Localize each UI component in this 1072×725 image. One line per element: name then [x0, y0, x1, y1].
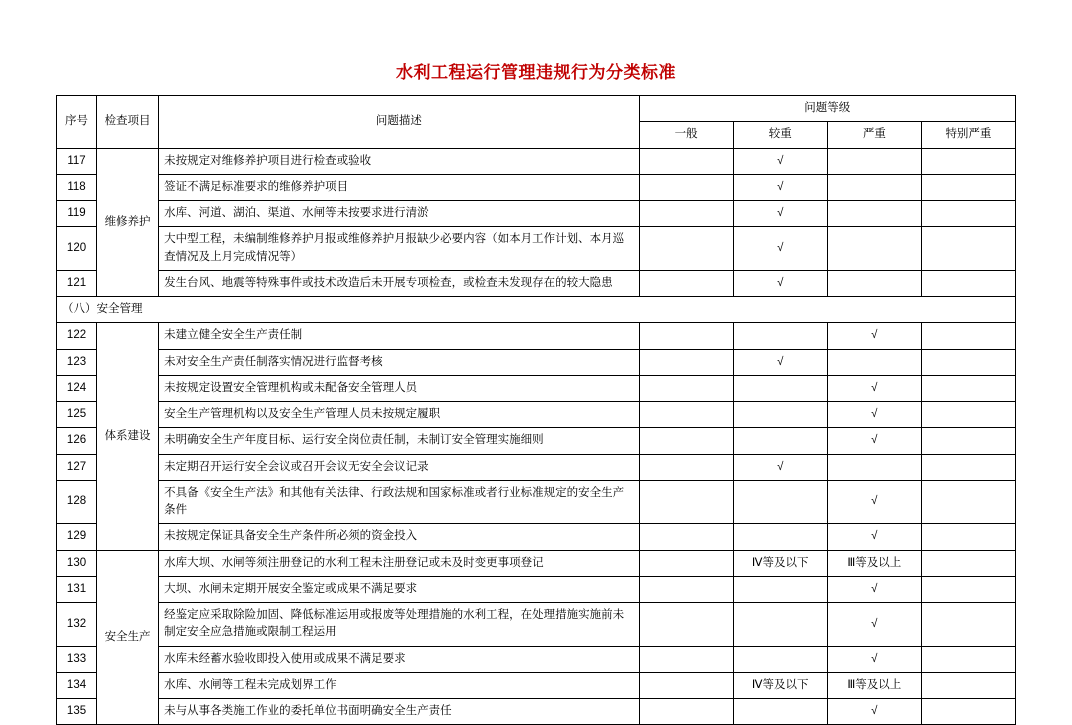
row-level-severe: √ — [827, 402, 921, 428]
row-level-moderate — [733, 480, 827, 524]
row-level-severe: Ⅲ等及以上 — [827, 672, 921, 698]
row-level-severe: √ — [827, 323, 921, 349]
table-row — [57, 402, 1016, 428]
row-level-severe: √ — [827, 699, 921, 725]
row-desc: 未按规定设置安全管理机构或未配备安全管理人员 — [159, 375, 640, 401]
row-level-moderate — [733, 323, 827, 349]
table-row — [57, 480, 1016, 524]
table-row — [57, 201, 1016, 227]
table-row — [57, 227, 1016, 271]
row-level-extreme — [921, 646, 1015, 672]
row-level-extreme — [921, 349, 1015, 375]
row-level-severe: √ — [827, 428, 921, 454]
row-desc: 水库、水闸等工程未完成划界工作 — [159, 672, 640, 698]
row-level-general — [639, 576, 733, 602]
row-level-severe: √ — [827, 576, 921, 602]
row-level-moderate — [733, 524, 827, 550]
row-level-general — [639, 603, 733, 647]
row-desc: 未按规定对维修养护项目进行检查或验收 — [159, 148, 640, 174]
row-level-moderate: Ⅳ等及以下 — [733, 550, 827, 576]
row-level-severe — [827, 270, 921, 296]
row-seq: 133 — [57, 646, 97, 672]
row-level-moderate — [733, 402, 827, 428]
row-level-general — [639, 148, 733, 174]
group-label: （八）安全管理 — [57, 297, 1016, 323]
header-level-extreme: 特别严重 — [921, 122, 1015, 148]
row-level-severe — [827, 227, 921, 271]
row-seq: 128 — [57, 480, 97, 524]
row-level-moderate — [733, 699, 827, 725]
row-desc: 未与从事各类施工作业的委托单位书面明确安全生产责任 — [159, 699, 640, 725]
row-level-severe — [827, 349, 921, 375]
row-level-severe — [827, 201, 921, 227]
row-seq: 126 — [57, 428, 97, 454]
row-level-moderate: √ — [733, 174, 827, 200]
row-level-moderate: √ — [733, 201, 827, 227]
row-level-extreme — [921, 428, 1015, 454]
table-row — [57, 699, 1016, 725]
row-level-general — [639, 375, 733, 401]
header-level-general: 一般 — [639, 122, 733, 148]
table-row — [57, 375, 1016, 401]
page-title: 水利工程运行管理违规行为分类标准 — [396, 63, 676, 82]
row-level-general — [639, 524, 733, 550]
row-level-severe — [827, 148, 921, 174]
row-seq: 134 — [57, 672, 97, 698]
row-desc: 大坝、水闸未定期开展安全鉴定或成果不满足要求 — [159, 576, 640, 602]
table-row — [57, 148, 1016, 174]
row-level-moderate: √ — [733, 148, 827, 174]
row-desc: 水库、河道、湖泊、渠道、水闸等未按要求进行清淤 — [159, 201, 640, 227]
row-level-extreme — [921, 201, 1015, 227]
row-level-extreme — [921, 375, 1015, 401]
row-level-moderate — [733, 646, 827, 672]
row-level-general — [639, 672, 733, 698]
header-desc: 问题描述 — [159, 96, 640, 149]
row-desc: 安全生产管理机构以及安全生产管理人员未按规定履职 — [159, 402, 640, 428]
violation-classification-table — [56, 95, 1016, 725]
row-level-extreme — [921, 576, 1015, 602]
table-row — [57, 646, 1016, 672]
row-level-extreme — [921, 227, 1015, 271]
row-level-moderate — [733, 576, 827, 602]
row-level-moderate: √ — [733, 270, 827, 296]
row-seq: 119 — [57, 201, 97, 227]
row-level-general — [639, 174, 733, 200]
row-seq: 123 — [57, 349, 97, 375]
row-level-moderate: √ — [733, 349, 827, 375]
row-seq: 127 — [57, 454, 97, 480]
row-desc: 未定期召开运行安全会议或召开会议无安全会议记录 — [159, 454, 640, 480]
table-group-row — [57, 297, 1016, 323]
row-level-moderate — [733, 603, 827, 647]
row-level-general — [639, 323, 733, 349]
header-seq: 序号 — [57, 96, 97, 149]
table-header-row-1 — [57, 96, 1016, 122]
row-seq: 122 — [57, 323, 97, 349]
row-seq: 118 — [57, 174, 97, 200]
row-seq: 130 — [57, 550, 97, 576]
row-level-severe: √ — [827, 480, 921, 524]
row-level-extreme — [921, 603, 1015, 647]
row-seq: 129 — [57, 524, 97, 550]
table-row — [57, 323, 1016, 349]
row-level-moderate — [733, 428, 827, 454]
row-level-severe: Ⅲ等及以上 — [827, 550, 921, 576]
row-desc: 水库未经蓄水验收即投入使用或成果不满足要求 — [159, 646, 640, 672]
table-row — [57, 174, 1016, 200]
table-row — [57, 349, 1016, 375]
table-row — [57, 428, 1016, 454]
row-desc: 大中型工程，未编制维修养护月报或维修养护月报缺少必要内容（如本月工作计划、本月巡查情况及上月完成情况等） — [159, 227, 640, 271]
row-seq: 117 — [57, 148, 97, 174]
row-desc: 未明确安全生产年度目标、运行安全岗位责任制，未制订安全管理实施细则 — [159, 428, 640, 454]
row-desc: 未建立健全安全生产责任制 — [159, 323, 640, 349]
row-desc: 发生台风、地震等特殊事件或技术改造后未开展专项检查，或检查未发现存在的较大隐患 — [159, 270, 640, 296]
table-row — [57, 270, 1016, 296]
row-desc: 水库大坝、水闸等须注册登记的水利工程未注册登记或未及时变更事项登记 — [159, 550, 640, 576]
row-level-severe: √ — [827, 603, 921, 647]
row-level-severe: √ — [827, 375, 921, 401]
row-level-general — [639, 349, 733, 375]
row-level-general — [639, 646, 733, 672]
header-level-group: 问题等级 — [639, 96, 1015, 122]
row-level-extreme — [921, 270, 1015, 296]
row-level-moderate: √ — [733, 227, 827, 271]
row-level-moderate: Ⅳ等及以下 — [733, 672, 827, 698]
row-level-severe — [827, 454, 921, 480]
row-seq: 125 — [57, 402, 97, 428]
row-level-extreme — [921, 323, 1015, 349]
table-row — [57, 550, 1016, 576]
row-level-severe: √ — [827, 646, 921, 672]
row-level-general — [639, 454, 733, 480]
category-maintenance: 维修养护 — [97, 148, 159, 297]
row-level-general — [639, 227, 733, 271]
row-level-general — [639, 699, 733, 725]
row-level-extreme — [921, 699, 1015, 725]
category-safety: 安全生产 — [97, 550, 159, 725]
header-level-severe: 严重 — [827, 122, 921, 148]
row-level-extreme — [921, 174, 1015, 200]
row-level-general — [639, 480, 733, 524]
row-level-extreme — [921, 148, 1015, 174]
row-level-general — [639, 428, 733, 454]
row-level-general — [639, 270, 733, 296]
row-level-extreme — [921, 402, 1015, 428]
header-level-moderate: 较重 — [733, 122, 827, 148]
row-desc: 不具备《安全生产法》和其他有关法律、行政法规和国家标准或者行业标准规定的安全生产条件 — [159, 480, 640, 524]
row-desc: 未按规定保证具备安全生产条件所必须的资金投入 — [159, 524, 640, 550]
table-row — [57, 454, 1016, 480]
row-seq: 135 — [57, 699, 97, 725]
row-seq: 124 — [57, 375, 97, 401]
row-level-severe: √ — [827, 524, 921, 550]
row-level-extreme — [921, 480, 1015, 524]
row-level-extreme — [921, 454, 1015, 480]
row-level-extreme — [921, 672, 1015, 698]
category-system: 体系建设 — [97, 323, 159, 550]
row-level-extreme — [921, 550, 1015, 576]
table-row — [57, 603, 1016, 647]
row-level-general — [639, 201, 733, 227]
table-row — [57, 576, 1016, 602]
row-level-moderate — [733, 375, 827, 401]
table-row — [57, 672, 1016, 698]
row-level-extreme — [921, 524, 1015, 550]
row-desc: 签证不满足标准要求的维修养护项目 — [159, 174, 640, 200]
row-level-general — [639, 402, 733, 428]
row-seq: 131 — [57, 576, 97, 602]
row-seq: 121 — [57, 270, 97, 296]
row-level-severe — [827, 174, 921, 200]
row-level-general — [639, 550, 733, 576]
row-level-moderate: √ — [733, 454, 827, 480]
header-item: 检查项目 — [97, 96, 159, 149]
table-row — [57, 524, 1016, 550]
row-desc: 经鉴定应采取除险加固、降低标准运用或报废等处理措施的水利工程，在处理措施实施前未制定安全应急措施或限制工程运用 — [159, 603, 640, 647]
row-seq: 132 — [57, 603, 97, 647]
row-desc: 未对安全生产责任制落实情况进行监督考核 — [159, 349, 640, 375]
row-seq: 120 — [57, 227, 97, 271]
